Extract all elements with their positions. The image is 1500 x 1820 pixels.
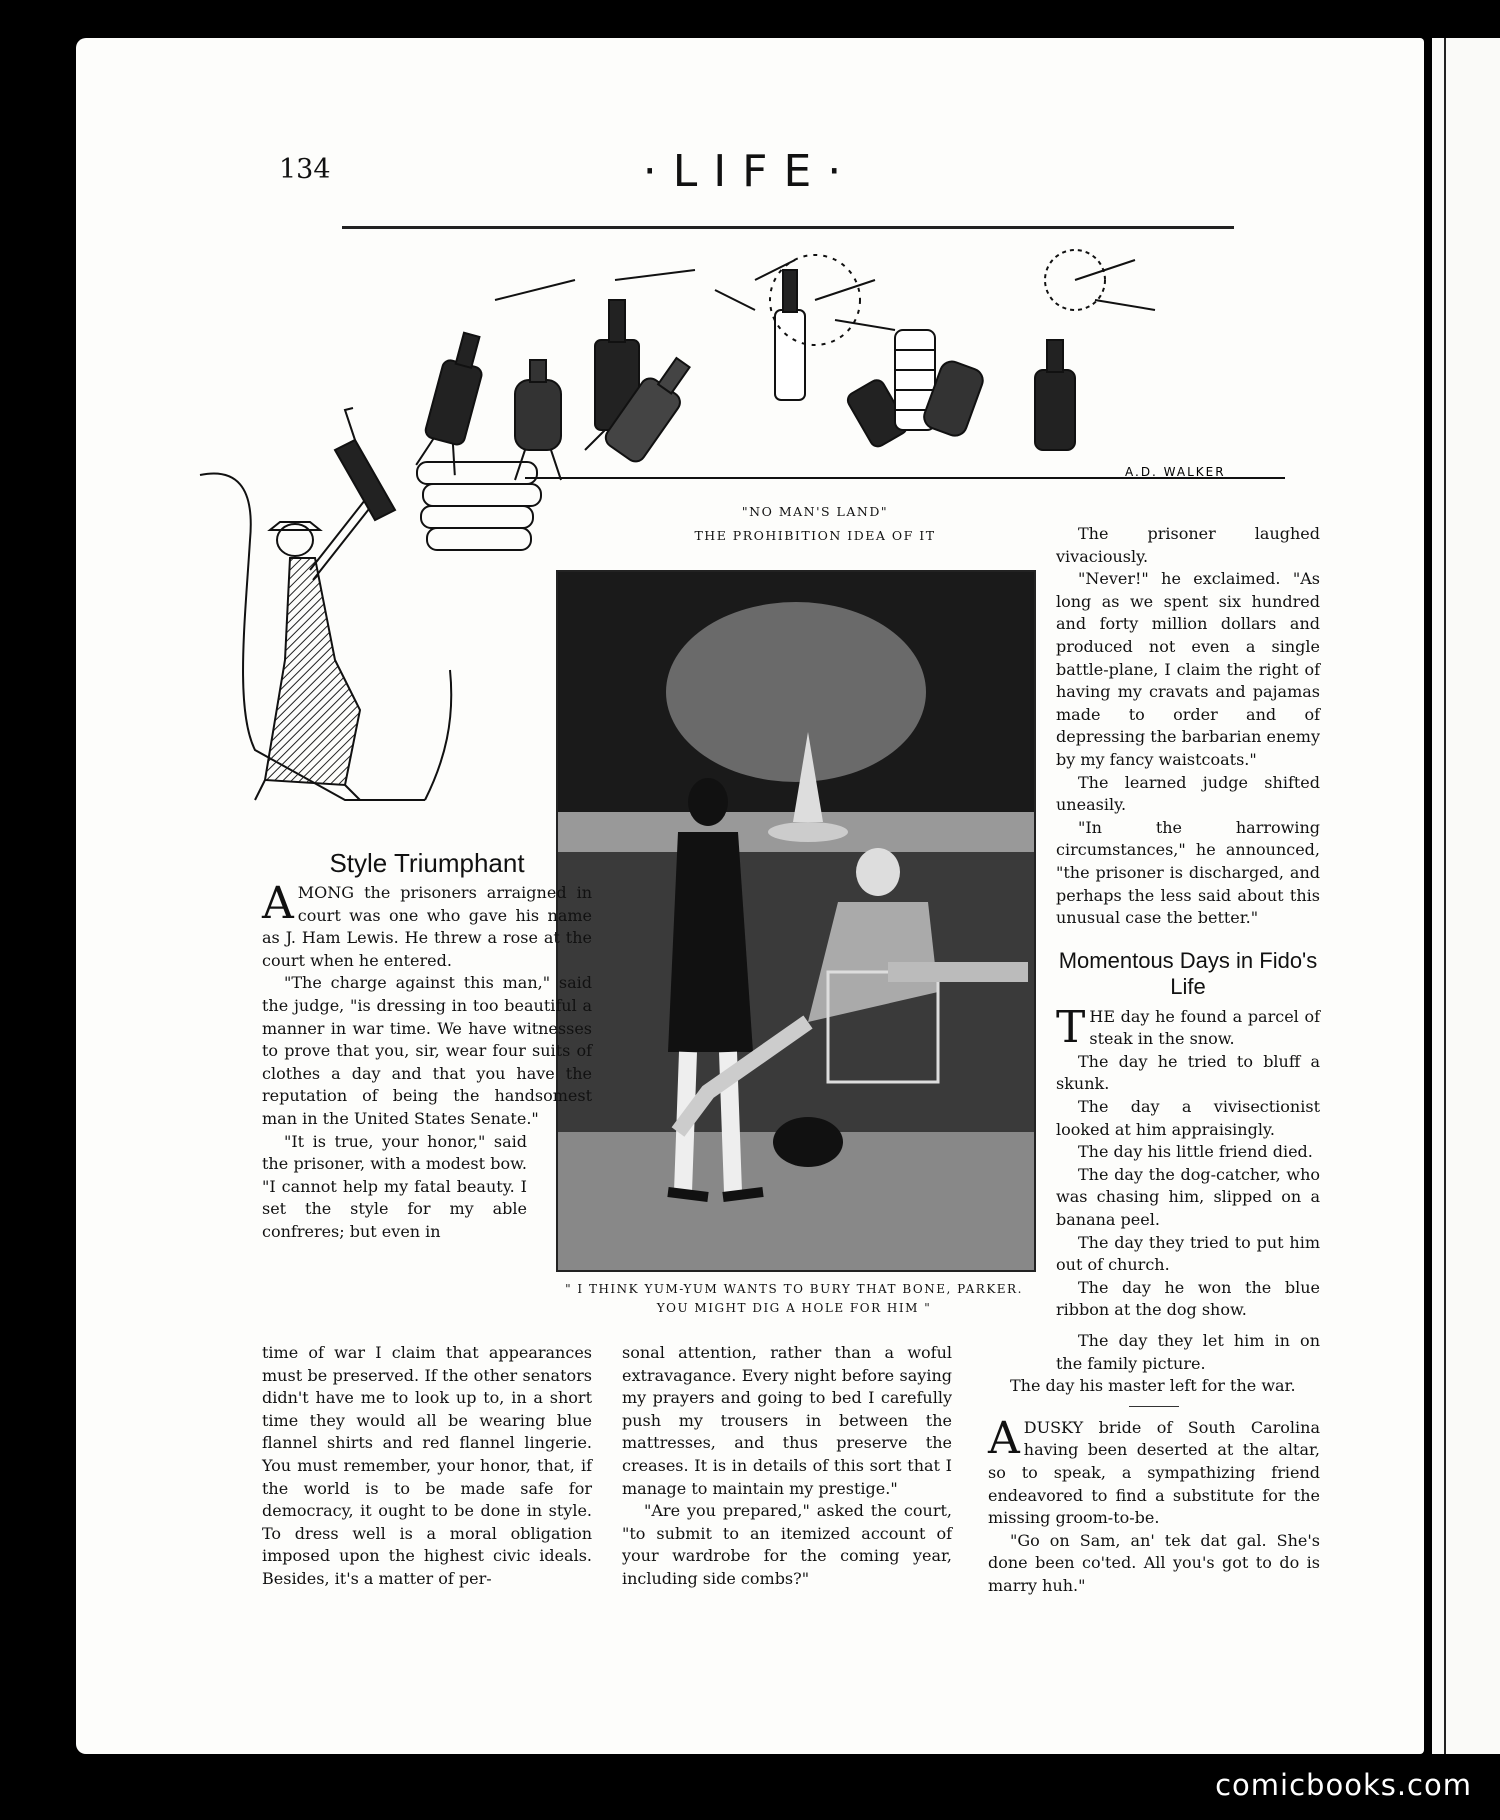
article-fido-end — [988, 1330, 1320, 1598]
cartoon-caption-title: "NO MAN'S LAND" — [741, 504, 889, 519]
article-paragraph: "In the harrowing circumstances," he announced, "the prisoner is discharged, and perhaps the less said about this unusual case the better." — [1056, 817, 1320, 928]
section-divider — [1129, 1406, 1179, 1407]
article2-title — [1056, 948, 1320, 1000]
illustration-plate — [556, 570, 1036, 1272]
illustration-caption-line2: YOU MIGHT DIG A HOLE FOR HIM " — [656, 1301, 932, 1315]
footer-bar — [0, 1754, 1500, 1820]
article-style-triumphant-col1-bottom — [262, 1342, 592, 1591]
fido-line: The day a vivisectionist looked at him appraisingly. — [1056, 1097, 1320, 1139]
article-paragraph: "It is true, your honor," said the prisoner, with a modest bow. "I cannot help my fatal beauty. I set the style for my able confreres; but even in — [262, 1131, 527, 1241]
drop-cap: A — [988, 1412, 1020, 1464]
illustration-caption-line1: " I THINK YUM-YUM WANTS TO BURY THAT BONE, PARKER. — [565, 1282, 1023, 1296]
illustration-caption — [548, 1280, 1040, 1318]
article-paragraph: The prisoner laughed vivaciously. — [1056, 524, 1320, 566]
paragraph-text: HE day he found a parcel of steak in the snow. — [1089, 1006, 1320, 1049]
page-number: 134 — [279, 154, 331, 185]
fido-line: The day his master left for the war. — [1010, 1376, 1296, 1396]
drop-cap: T — [1056, 1001, 1086, 1053]
paragraph-text: DUSKY bride of South Carolina having been deserted at the altar, so to speak, a sympathizing friend endeavored to find a substitute for the missing groom-to-be. — [988, 1417, 1320, 1528]
fido-line: The day he tried to bluff a skunk. — [1056, 1051, 1320, 1094]
article2-title-line1: Momentous Days in Fido's — [1058, 947, 1318, 973]
cartoon-caption — [620, 500, 1010, 548]
article-paragraph: "Never!" he exclaimed. "As long as we spent six hundred and forty million dollars and produced not even a single battle-plane, I claim the right of having my cravats and pajamas made to order and of depressing the barbarian enemy by my fancy waistcoats." — [1056, 569, 1320, 769]
article2-title-line2: Life — [1170, 973, 1206, 999]
fido-line: The day he won the blue ribbon at the dog show. — [1056, 1277, 1320, 1320]
watermark: comicbooks.com — [1215, 1768, 1472, 1802]
article-paragraph — [262, 878, 592, 972]
fido-line — [1056, 1001, 1320, 1053]
fido-line: The day they let him in on the family picture. — [1056, 1331, 1320, 1373]
article-paragraph: time of war I claim that appearances must be preserved. If the other senators didn't have me to look up to, in a short time they would all be wearing blue flannel shirts and red flannel lingerie. You must remember, your honor, that, if the world is to be made safe for democracy, it ought to be done in style. To dress well is a moral obligation imposed upon the highest civic ideals. Besides, it's a matter of per- — [262, 1343, 592, 1588]
fido-line: The day they tried to put him out of church. — [1056, 1232, 1320, 1275]
fido-line: The day his little friend died. — [1078, 1142, 1313, 1162]
article-paragraph: The learned judge shifted uneasily. — [1056, 772, 1320, 815]
article-style-triumphant-col1 — [262, 848, 592, 1244]
cartoon-caption-subtitle: THE PROHIBITION IDEA OF IT — [694, 528, 936, 543]
article-style-triumphant-col2 — [622, 1342, 952, 1591]
masthead-rule — [342, 226, 1234, 229]
masthead: ·LIFE· — [642, 146, 858, 197]
article-style-triumphant-col3 — [1056, 523, 1320, 1322]
adjacent-page-edge — [1432, 38, 1500, 1754]
article-paragraph: "The charge against this man," said the judge, "is dressing in too beautiful a manner in war time. We have witnesses to prove that you, sir, wear four suits of clothes a day and that you have the reputation of being the handsomest man in the United States Senate." — [262, 973, 592, 1128]
article-paragraph: sonal attention, rather than a woful extravagance. Every night before saying my prayers and going to bed I carefully push my trousers in between the mattresses, and thus preserve the creases. It is in details of this sort that I manage to maintain my prestige." — [622, 1343, 952, 1498]
drop-cap: A — [262, 878, 294, 929]
paragraph-text: MONG the prisoners arraigned in court was one who gave his name as J. Ham Lewis. He threw a rose at the court when he entered. — [262, 883, 592, 970]
article3-paragraph — [988, 1412, 1320, 1530]
article-paragraph: "Are you prepared," asked the court, "to submit to an itemized account of your wardrobe for the coming year, including side combs?" — [622, 1501, 952, 1588]
fido-line: The day the dog-catcher, who was chasing him, slipped on a banana peel. — [1056, 1164, 1320, 1230]
article3-paragraph: "Go on Sam, an' tek dat gal. She's done been co'ted. All you's got to do is marry huh." — [988, 1530, 1320, 1595]
cartoon-signature: A.D. WALKER — [1125, 465, 1226, 479]
article-title: Style Triumphant — [329, 848, 525, 878]
